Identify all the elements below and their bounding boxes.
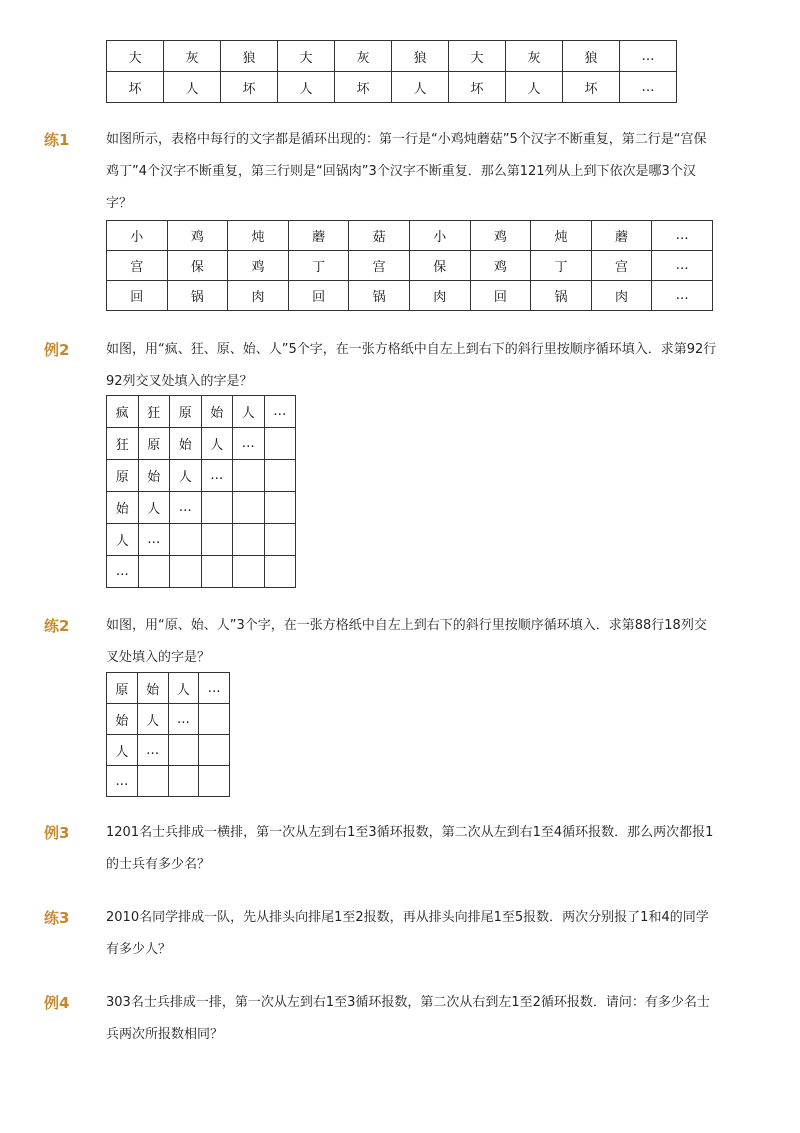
table-row [107,428,296,460]
table-cell: 狂 [138,396,170,428]
table-cell: 人 [278,72,335,103]
problem-label-li2: 例2 [44,341,70,359]
table-cell: … [170,492,202,524]
table-cell: 坏 [107,72,164,103]
table-cell [201,556,233,588]
table-cell: … [233,428,265,460]
table-cell: 原 [138,428,170,460]
table-cell: 人 [107,524,139,556]
table-row [107,41,677,72]
table-cell: … [620,41,677,72]
problem-text-lian2: 如图，用“原、始、人”3个字，在一张方格纸中自左上到右下的斜行里按顺序循环填入．求第88行18列交叉处填入的字是？ [106,618,707,665]
table-cell: 蘑 [288,221,349,251]
table-cell: … [199,673,230,704]
problem-label-lian2: 练2 [44,617,70,635]
table-row [107,251,713,281]
table-cell: 回 [470,281,531,311]
table-cell: 蘑 [591,221,652,251]
table-row [107,492,296,524]
table-row [107,673,230,704]
table-row [107,766,230,797]
li2-diagonal-grid [106,395,296,588]
table-cell [170,524,202,556]
table-cell [137,766,168,797]
table-cell: 坏 [449,72,506,103]
table-cell [138,556,170,588]
table-cell: 坏 [335,72,392,103]
table-cell [264,492,296,524]
table-cell: 鸡 [167,221,228,251]
table-cell: 人 [506,72,563,103]
table-cell: 锅 [167,281,228,311]
table-cell [233,556,265,588]
table-row [107,556,296,588]
table-cell: 狼 [392,41,449,72]
table-cell: 灰 [335,41,392,72]
table-cell: 丁 [531,251,592,281]
table-cell: 人 [137,704,168,735]
table-cell: 始 [107,492,139,524]
table-cell: 大 [107,41,164,72]
table-cell: … [201,460,233,492]
table-cell: 始 [138,460,170,492]
table-cell: 锅 [349,281,410,311]
table-cell: 狂 [107,428,139,460]
table-cell [170,556,202,588]
problem-label-lian1: 练1 [44,131,70,149]
problem-text-li3: 1201名士兵排成一横排，第一次从左到右1至3循环报数，第二次从左到右1至4循环报数．那么两次都报1的士兵有多少名？ [106,825,714,872]
table-cell: 菇 [349,221,410,251]
table-cell: 人 [233,396,265,428]
table-row [107,460,296,492]
table-cell: 鸡 [228,251,289,281]
table-cell: 人 [392,72,449,103]
table-cell: 灰 [506,41,563,72]
table-cell: 小 [107,221,168,251]
table-cell: … [138,524,170,556]
table-cell [264,460,296,492]
table-cell [201,524,233,556]
problem-text-li4: 303名士兵排成一排，第一次从左到右1至3循环报数，第二次从右到左1至2循环报数．请问：有多少名士兵两次所报数相同？ [106,995,710,1042]
table-cell [264,524,296,556]
table-cell: … [107,556,139,588]
table-cell: 大 [278,41,335,72]
table-cell: 始 [137,673,168,704]
problem-text-lian3: 2010名同学排成一队，先从排头向排尾1至2报数，再从排头向排尾1至5报数．两次分别报了1和4的同学有多少人？ [106,910,709,957]
table-cell: 始 [201,396,233,428]
table-row [107,704,230,735]
table-cell: … [168,704,199,735]
table-cell: 人 [107,735,138,766]
table-cell [199,704,230,735]
table-cell: … [137,735,168,766]
table-cell: 宫 [107,251,168,281]
table-cell [168,766,199,797]
table-row [107,221,713,251]
table-row [107,524,296,556]
table-cell [233,460,265,492]
table-cell: 回 [288,281,349,311]
table-cell [201,492,233,524]
table-cell: 坏 [221,72,278,103]
table-cell: 狼 [221,41,278,72]
problem-label-li4: 例4 [44,994,70,1012]
table-cell: 肉 [409,281,470,311]
table-cell: 大 [449,41,506,72]
table-cell: 疯 [107,396,139,428]
table-cell: 原 [107,673,138,704]
table-cell [233,524,265,556]
table-cell: 鸡 [470,251,531,281]
table-cell: 回 [107,281,168,311]
table-cell: 原 [170,396,202,428]
lian2-diagonal-grid [106,672,230,797]
table-cell [199,766,230,797]
table-cell [199,735,230,766]
table-cell: 人 [138,492,170,524]
table-row [107,735,230,766]
problem-label-lian3: 练3 [44,909,70,927]
table-cell: 锅 [531,281,592,311]
table-cell: 炖 [531,221,592,251]
table-cell: 肉 [228,281,289,311]
table-cell: 原 [107,460,139,492]
problem-text-li2: 如图，用“疯、狂、原、始、人”5个字，在一张方格纸中自左上到右下的斜行里按顺序循环填入．求第92行92列交叉处填入的字是？ [106,342,717,389]
table-cell: 狼 [563,41,620,72]
table-cell: 小 [409,221,470,251]
table-cell: 坏 [563,72,620,103]
table-cell: 人 [201,428,233,460]
table-cell: … [264,396,296,428]
table-cell: … [652,221,713,251]
table-cell [264,428,296,460]
table-cell: 宫 [591,251,652,281]
table-cell [233,492,265,524]
table-cell: 宫 [349,251,410,281]
lian1-char-table [106,220,713,311]
table-cell: 丁 [288,251,349,281]
top-char-table [106,40,677,103]
problem-text-lian1: 如图所示，表格中每行的文字都是循环出现的：第一行是“小鸡炖蘑菇”5个汉字不断重复，第二行是“宫保鸡丁”4个汉字不断重复，第三行则是“回锅肉”3个汉字不断重复．那么第121列从上到下依次是哪3个汉字？ [106,132,707,211]
table-row [107,72,677,103]
table-cell: … [652,281,713,311]
table-row [107,396,296,428]
table-cell: 鸡 [470,221,531,251]
table-cell: 人 [168,673,199,704]
table-cell: … [620,72,677,103]
table-cell: 肉 [591,281,652,311]
problem-label-li3: 例3 [44,824,70,842]
table-row [107,281,713,311]
table-cell: … [652,251,713,281]
table-cell: 始 [170,428,202,460]
table-cell: 始 [107,704,138,735]
table-cell [264,556,296,588]
table-cell: 灰 [164,41,221,72]
table-cell: 保 [409,251,470,281]
table-cell: 人 [170,460,202,492]
table-cell [168,735,199,766]
table-cell: 炖 [228,221,289,251]
table-cell: … [107,766,138,797]
table-cell: 人 [164,72,221,103]
table-cell: 保 [167,251,228,281]
